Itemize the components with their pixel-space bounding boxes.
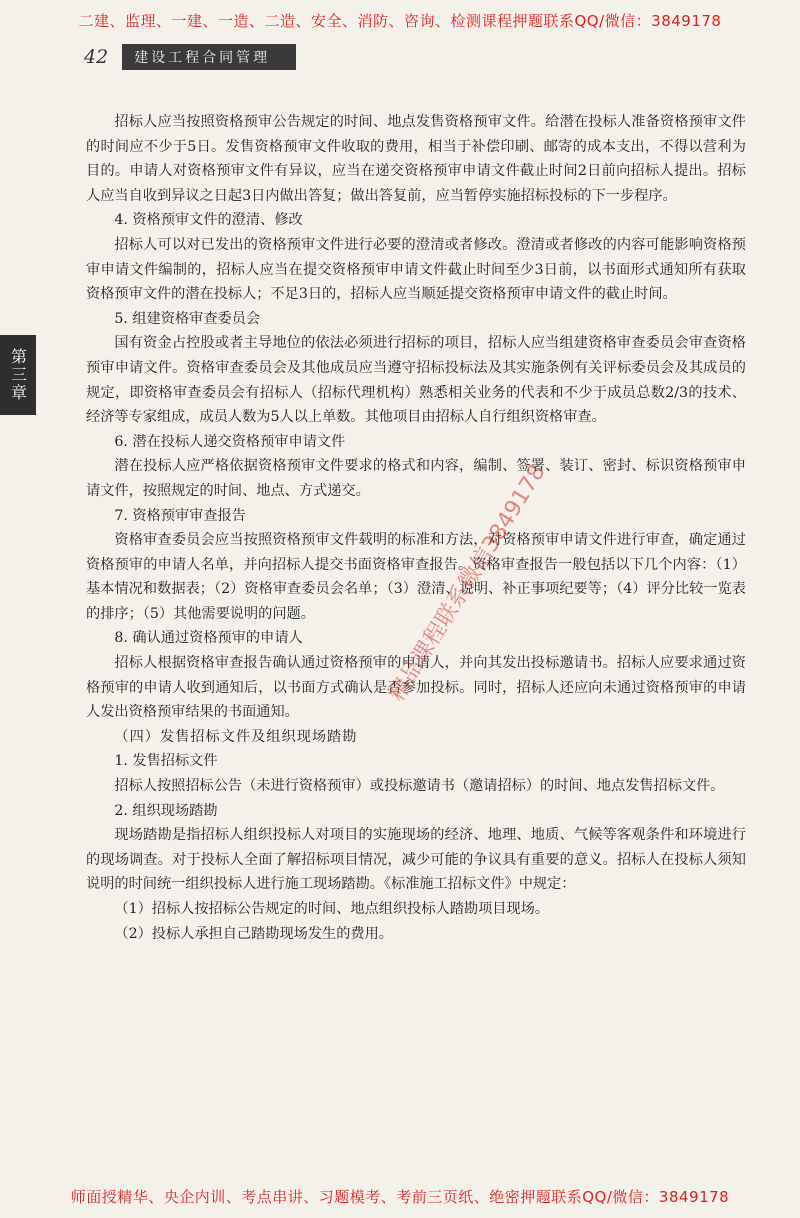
book-title: 建设工程合同管理	[122, 44, 296, 70]
subheading: 2. 组织现场踏勘	[114, 802, 218, 819]
paragraph: 潜在投标人应严格依据资格预审文件要求的格式和内容，编制、签署、装订、密封、标识资格预审申请文件，按照规定的时间、地点、方式递交。	[86, 458, 746, 499]
paragraph: 招标人应当按照资格预审公告规定的时间、地点发售资格预审文件。给潜在投标人准备资格预审文件的时间应不少于5日。发售资格预审文件收取的费用，相当于补偿印刷、邮寄的成本支出，不得以营利为目的。申请人对资格预审文件有异议，应当在递交资格预审申请文件截止时间2日前向招标人提出。招标人应当自收到异议之日起3日内做出答复；做出答复前，应当暂停实施招标投标的下一步程序。	[86, 114, 746, 204]
promo-banner-top: 二建、监理、一建、一造、二造、安全、消防、咨询、检测课程押题联系QQ/微信：3849178	[78, 12, 722, 30]
paragraph: 国有资金占控股或者主导地位的依法必须进行招标的项目，招标人应当组建资格审查委员会审查资格预审申请文件。资格审查委员会及其他成员应当遵守招标投标法及其实施条例有关评标委员会及其成员的规定，即资格审查委员会有招标人（招标代理机构）熟悉相关业务的代表和不少于成员总数2/3的技术、经济等专家组成，成员人数为5人以上单数。其他项目由招标人自行组织资格审查。	[86, 335, 746, 426]
subheading: 4. 资格预审文件的澄清、修改	[114, 212, 303, 229]
subheading: 1. 发售招标文件	[114, 753, 218, 770]
chapter-tab: 第三章	[0, 335, 36, 415]
subheading: 8. 确认通过资格预审的申请人	[114, 630, 303, 647]
section-heading: （四）发售招标文件及组织现场踏勘	[114, 728, 358, 745]
paragraph: 招标人按照招标公告（未进行资格预审）或投标邀请书（邀请招标）的时间、地点发售招标文件。	[114, 778, 725, 795]
paragraph: 招标人可以对已发出的资格预审文件进行必要的澄清或者修改。澄清或者修改的内容可能影响资格预审申请文件编制的，招标人应当在提交资格预审申请文件截止时间至少3日前，以书面形式通知所有获取资格预审文件的潜在投标人；不足3日的，招标人应当顺延提交资格预审申请文件的截止时间。	[86, 236, 746, 303]
paragraph: 现场踏勘是指招标人组织投标人对项目的实施现场的经济、地理、地质、气候等客观条件和环境进行的现场调查。对于投标人全面了解招标项目情况，减少可能的争议具有重要的意义。招标人在投标人须知说明的时间统一组织投标人进行施工现场踏勘。《标准施工招标文件》中规定：	[86, 827, 746, 893]
body-text	[86, 110, 746, 946]
list-item: （1）招标人按招标公告规定的时间、地点组织投标人踏勘项目现场。	[114, 901, 550, 917]
watermark: 精品课程联系微信3849178	[384, 460, 551, 706]
paragraph: 资格审查委员会应当按照资格预审文件载明的标准和方法，对资格预审申请文件进行审查，确定通过资格预审的申请人名单，并向招标人提交书面资格审查报告。资格审查报告一般包括以下几个内容：（1）基本情况和数据表；（2）资格审查委员会名单；（3）澄清、说明、补正事项纪要等；（4）评分比较一览表的排序；（5）其他需要说明的问题。	[86, 532, 746, 622]
page-header	[84, 44, 296, 70]
subheading: 6. 潜在投标人递交资格预审申请文件	[114, 433, 346, 450]
subheading: 5. 组建资格审查委员会	[114, 310, 261, 327]
list-item: （2）投标人承担自己踏勘现场发生的费用。	[114, 925, 393, 942]
promo-banner-bottom: 师面授精华、央企内训、考点串讲、习题模考、考前三页纸、绝密押题联系QQ/微信：3849178	[70, 1188, 730, 1206]
page-number: 42	[84, 46, 109, 68]
paragraph: 招标人根据资格审查报告确认通过资格预审的申请人，并向其发出投标邀请书。招标人应要求通过资格预审的申请人收到通知后，以书面方式确认是否参加投标。同时，招标人还应向未通过资格预审的申请人发出资格预审结果的书面通知。	[86, 655, 746, 721]
subheading: 7. 资格预审审查报告	[114, 507, 246, 524]
